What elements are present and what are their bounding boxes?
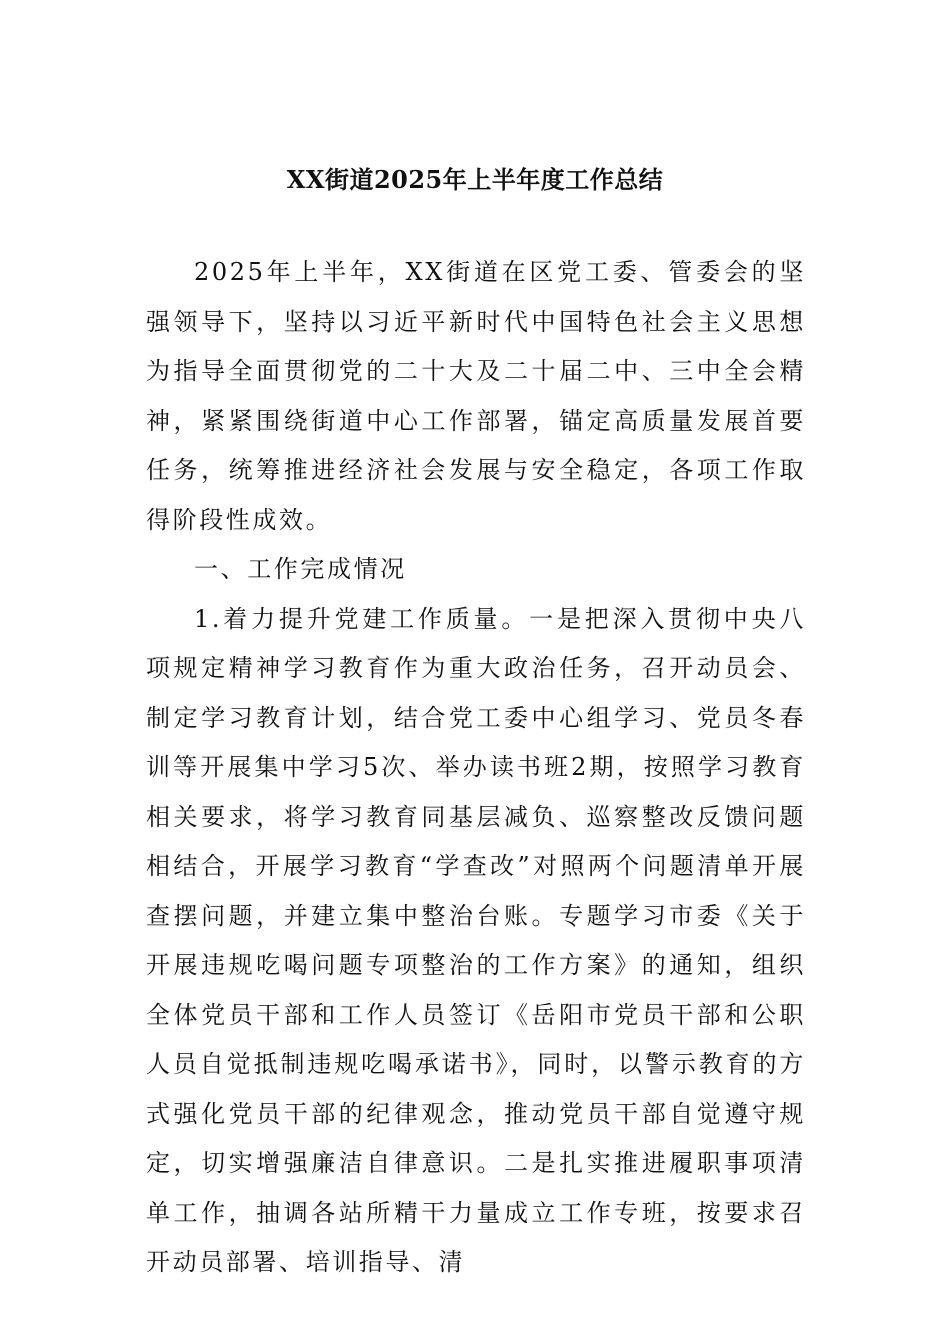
intro-paragraph: 2025年上半年，XX街道在区党工委、管委会的坚强领导下，坚持以习近平新时代中国特色社会主义思想为指导全面贯彻党的二十大及二十届二中、三中全会精神，紧紧围绕街道中心工作部署，锚定高质量发展首要任务，统筹推进经济社会发展与安全稳定，各项工作取得阶段性成效。 bbox=[146, 258, 806, 534]
document-title: XX街道2025年上半年度工作总结 bbox=[286, 165, 664, 194]
section-heading: 一、工作完成情况 bbox=[194, 555, 407, 583]
party-building-paragraph: 1.着力提升党建工作质量。一是把深入贯彻中央八项规定精神学习教育作为重大政治任务，召开动员会、制定学习教育计划，结合党工委中心组学习、党员冬春训等开展集中学习5次、举办读书班2期，按照学习教育相关要求，将学习教育同基层减负、巡察整改反馈问题相结合，开展学习教育“学查改”对照两个问题清单开展查摆问题，并建立集中整治台账。专题学习市委《关于开展违规吃喝问题专项整治的工作方案》的通知，组织全体党员干部和工作人员签订《岳阳市党员干部和公职人员自觉抵制违规吃喝承诺书》，同时，以警示教育的方式强化党员干部的纪律观念，推动党员干部自觉遵守规定，切实增强廉洁自律意识。二是扎实推进履职事项清单工作，抽调各站所精干力量成立工作专班，按要求召开动员部署、培训指导、清 bbox=[146, 604, 806, 1276]
document-body bbox=[146, 248, 806, 1288]
